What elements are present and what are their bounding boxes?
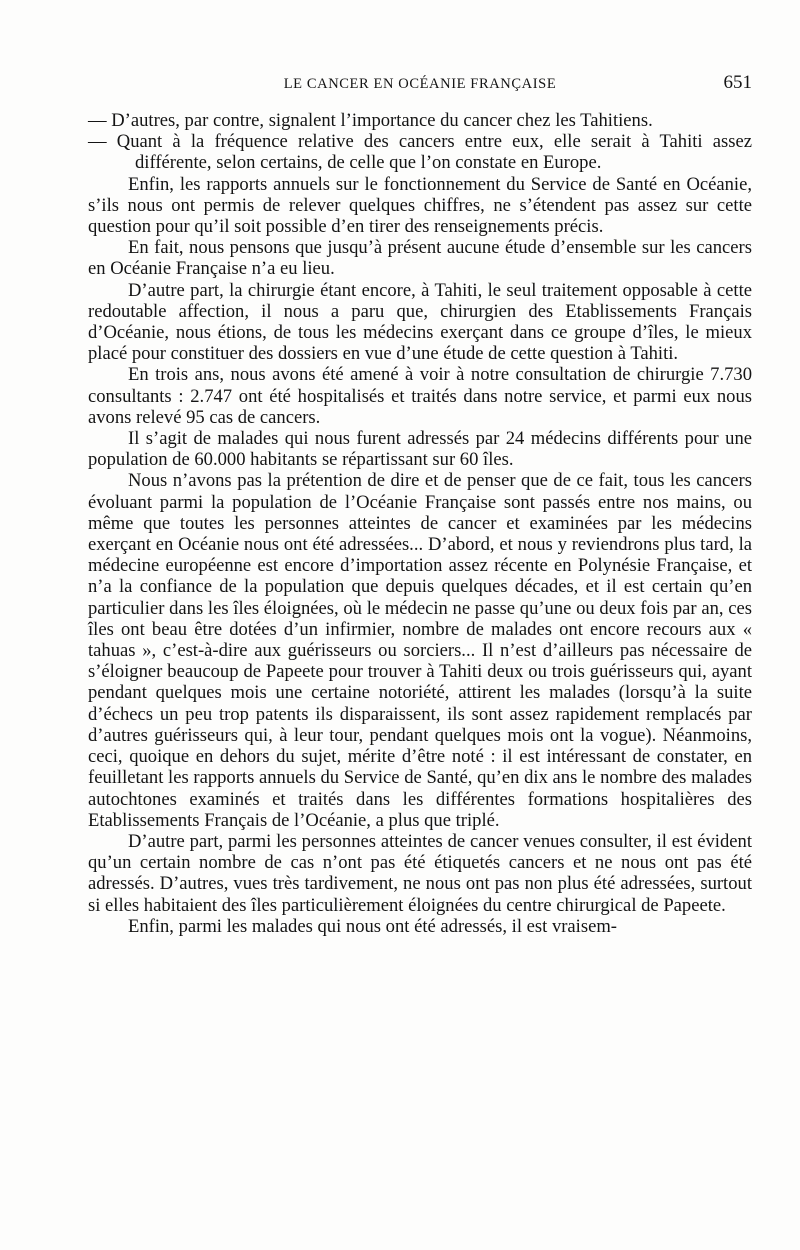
body-text	[88, 110, 752, 937]
paragraph-pretention: Nous n’avons pas la prétention de dire et de penser que de ce fait, tous les cancers évoluant parmi la population de l’Océanie Française sont passés entre nos mains, ou même que toutes les personnes atteintes de cancer et examinées par les médecins exerçant en Océanie nous ont été adressées... D’abord, et nous y reviendrons plus tard, la médecine européenne est encore d’importation assez récente en Polynésie Française, et n’a la confiance de la population que depuis quelques décades, et il est certain qu’en particulier dans les îles éloignées, où le médecin ne passe qu’une ou deux fois par an, ces îles ont beau être dotées d’un infirmier, nombre de malades ont encore recours aux « tahuas », c’est-à-dire aux guérisseurs ou sorciers... Il n’est d’ailleurs pas nécessaire de s’éloigner beaucoup de Papeete pour trouver à Tahiti deux ou trois guérisseurs qui, ayant pendant quelques mois une certaine notoriété, attirent les malades (lorsqu’à la suite d’échecs un peu trop patents ils disparaissent, ils sont assez rapidement remplacés par d’autres guérisseurs qui, à leur tour, pendant quelques mois ont la vogue). Néanmoins, ceci, quoique en dehors du sujet, mérite d’être noté : il est intéressant de constater, en feuilletant les rapports annuels du Service de Santé, qu’en dix ans le nombre des malades autochtones examinés et traités dans les différentes formations hospitalières des Etablissements Français de l’Océanie, a plus que triplé.	[88, 470, 752, 831]
paragraph-malades-adresses: Il s’agit de malades qui nous furent adressés par 24 médecins différents pour une population de 60.000 habitants se répartissant sur 60 îles.	[88, 428, 752, 471]
dash-paragraph-2: — Quant à la fréquence relative des cancers entre eux, elle serait à Tahiti assez différente, selon certains, de celle que l’on constate en Europe.	[88, 131, 752, 174]
paragraph-trois-ans: En trois ans, nous avons été amené à voir à notre consultation de chirurgie 7.730 consultants : 2.747 ont été hospitalisés et traités dans notre service, et parmi eux nous avons relevé 95 cas de cancers.	[88, 364, 752, 428]
paragraph-autre-part: D’autre part, parmi les personnes atteintes de cancer venues consulter, il est évident qu’un certain nombre de cas n’ont pas été étiquetés cancers et ne nous ont pas été adressés. D’autres, vues très tardivement, ne nous ont pas non plus été adressées, surtout si elles habitaient des îles particulièrement éloignées du centre chirurgical de Papeete.	[88, 830, 752, 916]
paragraph-en-fait: En fait, nous pensons que jusqu’à présent aucune étude d’ensemble sur les cancers en Océanie Française n’a eu lieu.	[88, 237, 752, 280]
paragraph-chirurgie: D’autre part, la chirurgie étant encore, à Tahiti, le seul traitement opposable à cette redoutable affection, il nous a paru que, chirurgien des Etablissements Français d’Océanie, nous étions, de tous les médecins exerçant dans ce groupe d’îles, le mieux placé pour constituer des dossiers en vue d’une étude de cette question à Tahiti.	[88, 279, 752, 365]
paragraph-enfin-vraisemblable: Enfin, parmi les malades qui nous ont été adressés, il est vraisem-	[128, 915, 617, 937]
dash-paragraph-1: — D’autres, par contre, signalent l’importance du cancer chez les Tahitiens.	[88, 110, 653, 131]
running-title: LE CANCER EN OCÉANIE FRANÇAISE	[283, 76, 557, 92]
paragraph-rapports-annuels: Enfin, les rapports annuels sur le fonctionnement du Service de Santé en Océanie, s’ils nous ont permis de relever quelques chiffres, ne s’étendent pas assez sur cette question pour qu’il soit possible d’en tirer des renseignements précis.	[88, 173, 752, 238]
running-header	[88, 72, 752, 96]
page-number: 651	[723, 72, 752, 93]
